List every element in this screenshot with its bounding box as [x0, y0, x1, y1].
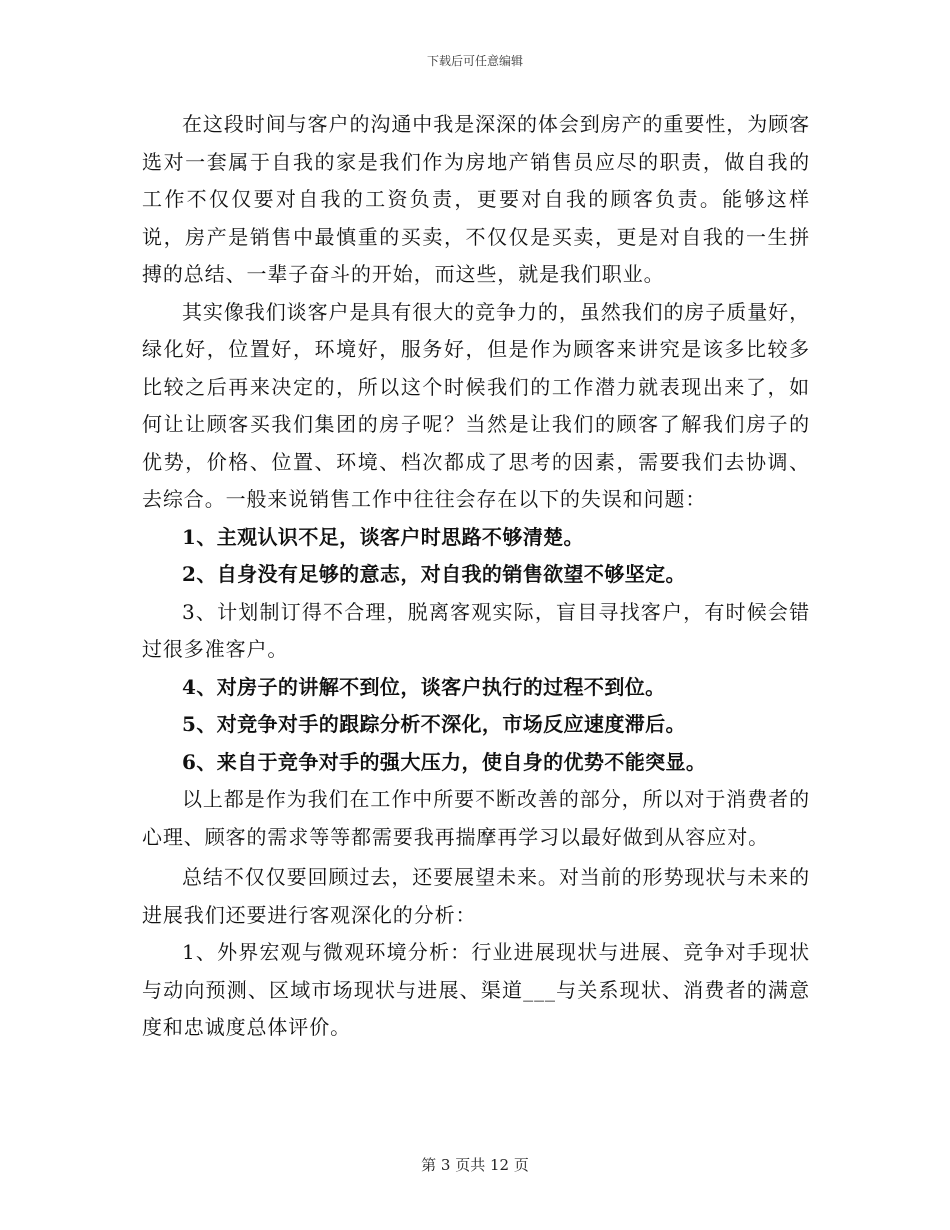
- list-item-4: 4、对房子的讲解不到位，谈客户执行的过程不到位。: [182, 674, 666, 699]
- list-item-5: 5、对竞争对手的跟踪分析不深化，市场反应速度滞后。: [182, 712, 686, 736]
- document-body: [142, 106, 810, 1047]
- page-header: 下载后可任意编辑: [426, 54, 523, 68]
- page-number: 第 3 页共 12 页: [421, 1156, 529, 1174]
- list-item-6: 6、来自于竞争对手的强大压力，使自身的优势不能突显。: [182, 749, 707, 774]
- paragraph-3: 以上都是作为我们在工作中所要不断改善的部分，所以对于消费者的心理、顾客的需求等等都需要我再揣摩再学习以最好做到从容应对。: [142, 787, 810, 849]
- list-item-1: 1、主观认识不足，谈客户时思路不够清楚。: [182, 524, 584, 549]
- analysis-item-1: 1、外界宏观与微观环境分析：行业进展现状与进展、竞争对手现状与动向预测、区域市场现状与进展、渠道___与关系现状、消费者的满意度和忠诚度总体评价。: [142, 940, 810, 1039]
- paragraph-4: 总结不仅仅要回顾过去，还要展望未来。对当前的形势现状与未来的进展我们还要进行客观深化的分析：: [142, 865, 810, 927]
- paragraph-2: 其实像我们谈客户是具有很大的竞争力的，虽然我们的房子质量好，绿化好，位置好，环境好，服务好，但是作为顾客来讲究是该多比较多比较之后再来决定的，所以这个时候我们的工作潜力就表现出来了，如何让让顾客买我们集团的房子呢？当然是让我们的顾客了解我们房子的优势，价格、位置、环境、档次都成了思考的因素，需要我们去协调、去综合。一般来说销售工作中往往会存在以下的失误和问题：: [142, 299, 810, 511]
- list-item-2: 2、自身没有足够的意志，对自我的销售欲望不够坚定。: [182, 562, 686, 586]
- list-item-3: 3、计划制订得不合理，脱离客观实际，盲目寻找客户，有时候会错过很多准客户。: [142, 599, 810, 661]
- paragraph-1: 在这段时间与客户的沟通中我是深深的体会到房产的重要性，为顾客选对一套属于自我的家是我们作为房地产销售员应尽的职责，做自我的工作不仅仅要对自我的工资负责，更要对自我的顾客负责。能够这样说，房产是销售中最慎重的买卖，不仅仅是买卖，更是对自我的一生拼搏的总结、一辈子奋斗的开始，而这些，就是我们职业。: [142, 112, 810, 286]
